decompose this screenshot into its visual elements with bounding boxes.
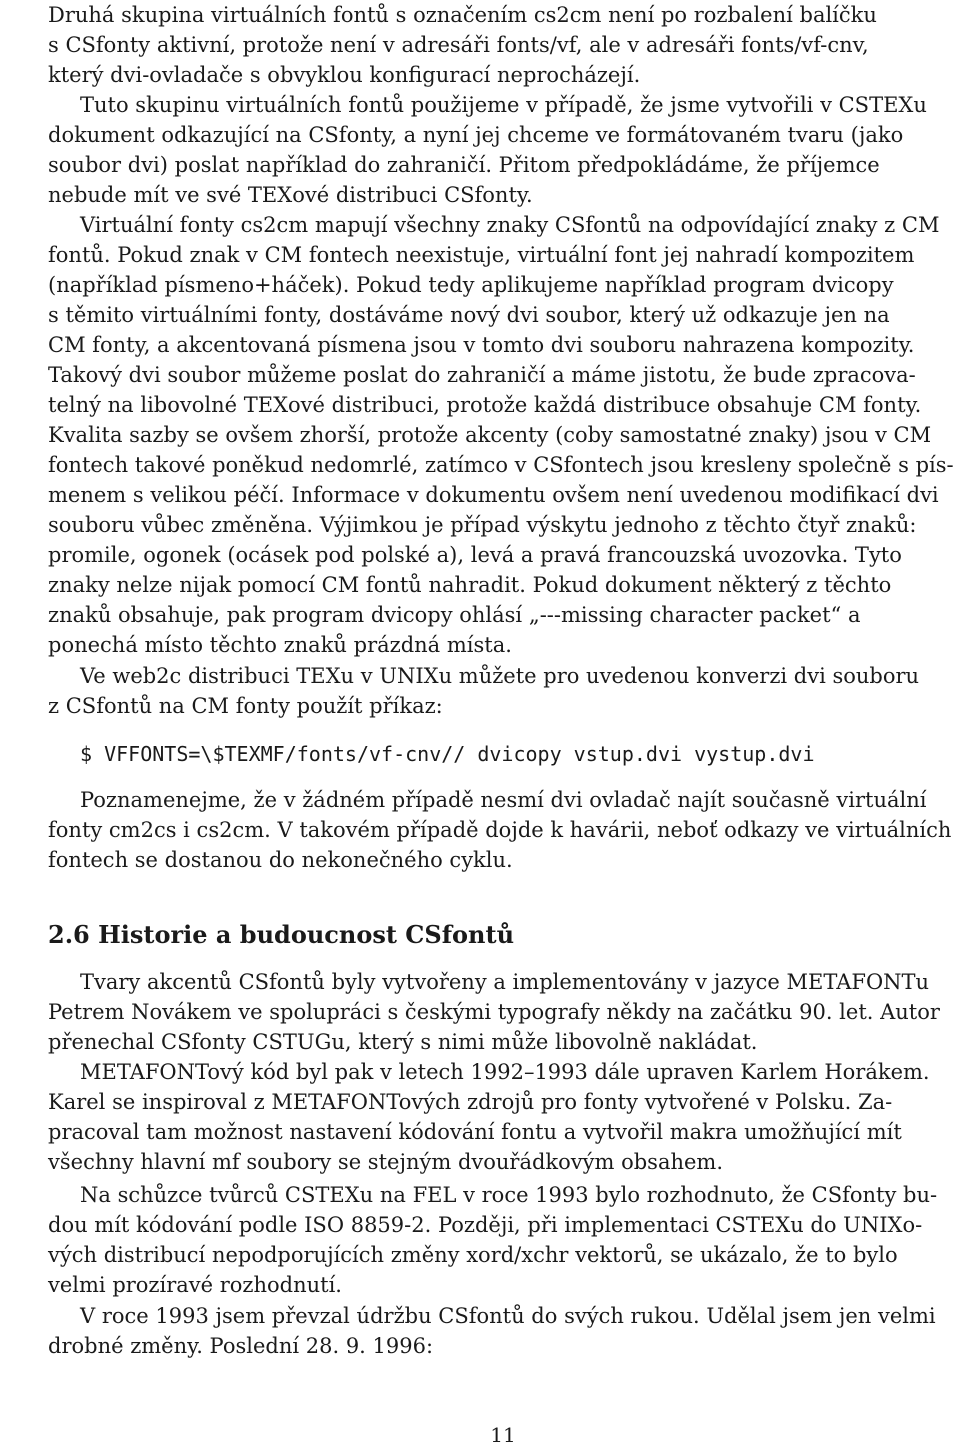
text-line: souboru vůbec změněna. Výjimkou je případ výskytu jednoho z těchto čtyř znaků: xyxy=(48,513,917,537)
section-heading: 2.6 Historie a budoucnost CSfontů xyxy=(48,920,515,949)
text-line: promile, ogonek (ocásek pod polské a), levá a pravá francouzská uvozovka. Tyto xyxy=(48,543,902,567)
text-line: nebude mít ve své TEXové distribuci CSfonty. xyxy=(48,183,533,207)
text-line: fontech takové poněkud nedomrlé, zatímco v CSfontech jsou kresleny společně s pís- xyxy=(48,453,954,477)
text-line: V roce 1993 jsem převzal údržbu CSfontů do svých rukou. Udělal jsem jen velmi xyxy=(80,1304,936,1328)
text-line: Poznamenejme, že v žádném případě nesmí dvi ovladač najít současně virtuální xyxy=(80,788,927,812)
text-line: dou mít kódování podle ISO 8859-2. Později, při implementaci CSTEXu do UNIXo- xyxy=(48,1213,923,1237)
text-line: fontů. Pokud znak v CM fontech neexistuje, virtuální font jej nahradí kompozitem xyxy=(48,243,915,267)
text-line: Takový dvi soubor můžeme poslat do zahraničí a máme jistotu, že bude zpracova- xyxy=(48,363,916,387)
text-line: s těmito virtuálními fonty, dostáváme nový dvi soubor, který už odkazuje jen na xyxy=(48,303,890,327)
text-line: Virtuální fonty cs2cm mapují všechny znaky CSfontů na odpovídající znaky z CM xyxy=(80,213,940,237)
text-line: drobné změny. Poslední 28. 9. 1996: xyxy=(48,1334,434,1358)
text-line: Na schůzce tvůrců CSTEXu na FEL v roce 1993 bylo rozhodnuto, že CSfonty bu- xyxy=(80,1183,938,1207)
text-line: Kvalita sazby se ovšem zhorší, protože akcenty (coby samostatné znaky) jsou v CM xyxy=(48,423,932,447)
text-line: CM fonty, a akcentovaná písmena jsou v tomto dvi souboru nahrazena kompozity. xyxy=(48,333,915,357)
text-line: který dvi-ovladače s obvyklou konfigurací neprocházejí. xyxy=(48,63,641,87)
text-line: dokument odkazující na CSfonty, a nyní jej chceme ve formátovaném tvaru (jako xyxy=(48,123,904,147)
text-line: fonty cm2cs i cs2cm. V takovém případě dojde k havárii, neboť odkazy ve virtuálních xyxy=(48,818,952,842)
text-line: (například písmeno+háček). Pokud tedy aplikujeme například program dvicopy xyxy=(48,273,894,297)
text-line: menem s velikou péčí. Informace v dokumentu ovšem není uvedenou modifikací dvi xyxy=(48,483,939,507)
text-line: všechny hlavní mf soubory se stejným dvouřádkovým obsahem. xyxy=(48,1150,724,1174)
text-line: METAFONTový kód byl pak v letech 1992–1993 dále upraven Karlem Horákem. xyxy=(80,1060,930,1084)
text-line: znaky nelze nijak pomocí CM fontů nahradit. Pokud dokument některý z těchto xyxy=(48,573,892,597)
text-line: Karel se inspiroval z METAFONTových zdrojů pro fonty vytvořené v Polsku. Za- xyxy=(48,1090,893,1114)
text-line: s CSfonty aktivní, protože není v adresáři fonts/vf, ale v adresáři fonts/vf-cnv, xyxy=(48,33,869,57)
text-line: Druhá skupina virtuálních fontů s označením cs2cm není po rozbalení balíčku xyxy=(48,3,877,27)
text-line: z CSfontů na CM fonty použít příkaz: xyxy=(48,694,443,718)
page-number: 11 xyxy=(490,1423,516,1447)
text-line: Tuto skupinu virtuálních fontů použijeme v případě, že jsme vytvořili v CSTEXu xyxy=(80,93,927,117)
text-line: telný na libovolné TEXové distribuci, protože každá distribuce obsahuje CM fonty. xyxy=(48,393,922,417)
text-line: ponechá místo těchto znaků prázdná místa. xyxy=(48,633,512,657)
text-line: přenechal CSfonty CSTUGu, který s nimi může libovolně nakládat. xyxy=(48,1030,758,1054)
text-line: pracoval tam možnost nastavení kódování fontu a vytvořil makra umožňující mít xyxy=(48,1120,902,1144)
text-line: velmi prozíravé rozhodnutí. xyxy=(48,1273,342,1297)
text-line: soubor dvi) poslat například do zahraničí. Přitom předpokládáme, že příjemce xyxy=(48,153,880,177)
text-line: fontech se dostanou do nekonečného cyklu. xyxy=(48,848,513,872)
text-line: vých distribucí nepodporujících změny xord/xchr vektorů, se ukázalo, že to bylo xyxy=(48,1243,898,1267)
text-line: Ve web2c distribuci TEXu v UNIXu můžete pro uvedenou konverzi dvi souboru xyxy=(80,664,920,688)
text-line: Petrem Novákem ve spolupráci s českými typografy někdy na začátku 90. let. Autor xyxy=(48,1000,940,1024)
text-line: Tvary akcentů CSfontů byly vytvořeny a implementovány v jazyce METAFONTu xyxy=(80,970,930,994)
text-line: znaků obsahuje, pak program dvicopy ohlásí „---missing character packet“ a xyxy=(48,603,861,627)
shell-command: $ VFFONTS=\$TEXMF/fonts/vf-cnv// dvicopy vstup.dvi vystup.dvi xyxy=(80,742,815,766)
